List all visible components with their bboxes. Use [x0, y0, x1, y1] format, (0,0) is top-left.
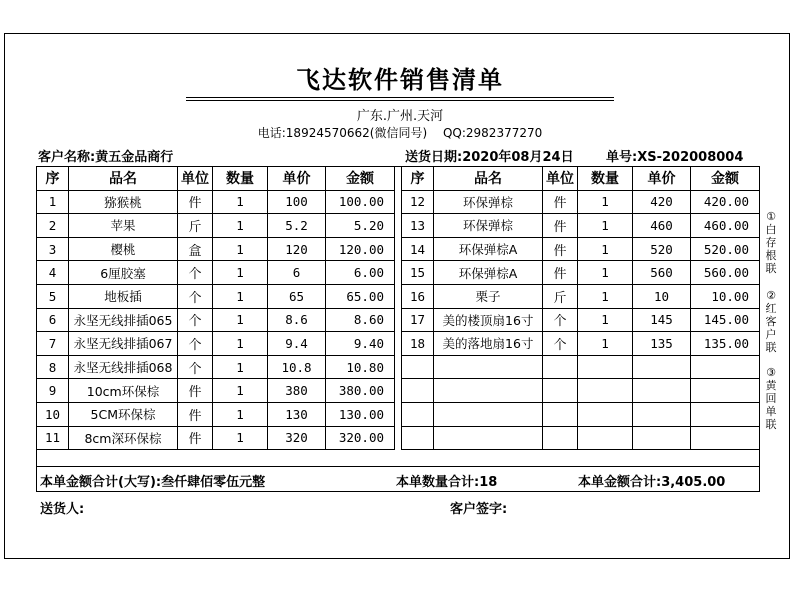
cell-price	[633, 355, 691, 379]
cell-amount: 5.20	[326, 214, 395, 238]
table-row	[402, 402, 760, 426]
cell-amount: 130.00	[326, 402, 395, 426]
cell-no: 13	[402, 214, 434, 238]
cell-unit	[543, 426, 578, 450]
company-address: 广东.广州.天河	[356, 109, 444, 124]
cell-unit: 件	[178, 379, 213, 403]
table-row	[37, 402, 395, 426]
cell-unit: 个	[178, 308, 213, 332]
amount-total-label: 本单金额合计:	[578, 475, 662, 490]
cell-no: 18	[402, 332, 434, 356]
cell-amount: 10.00	[691, 284, 760, 308]
table-row	[37, 308, 395, 332]
cell-name: 环保弹棕A	[434, 237, 543, 261]
customer-info	[38, 146, 173, 165]
cell-unit: 个	[178, 284, 213, 308]
table-row	[402, 214, 760, 238]
table-row	[37, 284, 395, 308]
cell-name	[434, 402, 543, 426]
cell-qty: 1	[213, 426, 268, 450]
cell-name: 永坚无线排插067	[69, 332, 178, 356]
phone-number: 电话:18924570662(微信同号)	[257, 126, 428, 140]
contact-line	[0, 124, 800, 141]
cell-no: 16	[402, 284, 434, 308]
col-header-price: 单价	[268, 167, 326, 191]
cell-amount	[691, 355, 760, 379]
col-header-qty: 数量	[578, 167, 633, 191]
cell-name: 环保弹棕	[434, 190, 543, 214]
cell-price: 380	[268, 379, 326, 403]
cell-amount: 9.40	[326, 332, 395, 356]
cell-qty	[578, 402, 633, 426]
cell-price: 460	[633, 214, 691, 238]
table-row	[37, 379, 395, 403]
quantity-total-value: 18	[479, 475, 498, 490]
cell-price	[633, 379, 691, 403]
delivery-date: 2020年08月24日	[462, 150, 574, 165]
table-row	[402, 284, 760, 308]
cell-qty: 1	[578, 261, 633, 285]
cell-price: 130	[268, 402, 326, 426]
cell-unit	[543, 379, 578, 403]
order-number: XS-202008004	[637, 150, 744, 165]
cell-name: 6厘胶塞	[69, 261, 178, 285]
cell-qty: 1	[213, 355, 268, 379]
cell-price: 10	[633, 284, 691, 308]
amount-total	[578, 471, 725, 490]
table-row	[402, 379, 760, 403]
capital-total-value: 叁仟肆佰零伍元整	[161, 475, 266, 490]
cell-amount: 135.00	[691, 332, 760, 356]
cell-no: 12	[402, 190, 434, 214]
cell-amount: 420.00	[691, 190, 760, 214]
customer-name: 黄五金品商行	[95, 150, 174, 165]
cell-no: 15	[402, 261, 434, 285]
cell-qty	[578, 355, 633, 379]
cell-amount: 65.00	[326, 284, 395, 308]
cell-no: 14	[402, 237, 434, 261]
cell-name	[434, 379, 543, 403]
title-underline-2	[186, 100, 614, 101]
cell-amount	[691, 426, 760, 450]
delivery-date-info	[405, 146, 574, 165]
cell-name	[434, 426, 543, 450]
cell-name	[434, 355, 543, 379]
cell-unit: 件	[543, 190, 578, 214]
cell-no	[402, 355, 434, 379]
cell-unit: 件	[543, 237, 578, 261]
cell-unit: 件	[178, 190, 213, 214]
cell-price: 145	[633, 308, 691, 332]
cell-name: 美的落地扇16寸	[434, 332, 543, 356]
cell-price: 10.8	[268, 355, 326, 379]
cell-no: 6	[37, 308, 69, 332]
cell-name: 8cm深环保棕	[69, 426, 178, 450]
col-header-unit: 单位	[543, 167, 578, 191]
cell-amount: 8.60	[326, 308, 395, 332]
cell-name: 栗子	[434, 284, 543, 308]
order-number-label: 单号:	[606, 150, 638, 165]
cell-unit: 斤	[543, 284, 578, 308]
cell-amount: 380.00	[326, 379, 395, 403]
delivery-date-label: 送货日期:	[405, 150, 463, 165]
cell-no: 3	[37, 237, 69, 261]
cell-price: 6	[268, 261, 326, 285]
table-row	[402, 355, 760, 379]
cell-qty: 1	[213, 332, 268, 356]
cell-qty	[578, 379, 633, 403]
table-row	[37, 426, 395, 450]
cell-unit: 个	[543, 332, 578, 356]
cell-qty: 1	[578, 214, 633, 238]
cell-price: 100	[268, 190, 326, 214]
cell-price: 120	[268, 237, 326, 261]
cell-amount: 460.00	[691, 214, 760, 238]
cell-name: 地板插	[69, 284, 178, 308]
cell-qty: 1	[578, 308, 633, 332]
cell-name: 永坚无线排插065	[69, 308, 178, 332]
cell-price	[633, 426, 691, 450]
col-header-no: 序	[402, 167, 434, 191]
cell-unit: 件	[178, 402, 213, 426]
quantity-total-label: 本单数量合计:	[396, 475, 480, 490]
cell-no	[402, 426, 434, 450]
cell-name: 环保弹棕	[434, 214, 543, 238]
cell-price: 135	[633, 332, 691, 356]
cell-price: 5.2	[268, 214, 326, 238]
cell-no: 4	[37, 261, 69, 285]
table-header-row	[402, 167, 760, 191]
cell-unit: 件	[543, 261, 578, 285]
cell-qty: 1	[213, 284, 268, 308]
cell-name: 永坚无线排插068	[69, 355, 178, 379]
cell-amount: 520.00	[691, 237, 760, 261]
cell-qty	[578, 426, 633, 450]
side-note-yellow: ③黄回单联	[765, 366, 777, 431]
capital-total	[40, 471, 265, 490]
cell-no: 9	[37, 379, 69, 403]
cell-amount: 10.80	[326, 355, 395, 379]
cell-name: 苹果	[69, 214, 178, 238]
cell-price	[633, 402, 691, 426]
order-number-info	[606, 146, 743, 165]
table-row	[402, 308, 760, 332]
items-table-left	[36, 166, 395, 450]
cell-no: 10	[37, 402, 69, 426]
cell-name: 樱桃	[69, 237, 178, 261]
title-underline	[186, 97, 614, 98]
cell-amount: 6.00	[326, 261, 395, 285]
cell-no: 1	[37, 190, 69, 214]
col-header-amount: 金额	[326, 167, 395, 191]
cell-amount: 100.00	[326, 190, 395, 214]
cell-no: 8	[37, 355, 69, 379]
table-row	[402, 261, 760, 285]
table-row	[402, 332, 760, 356]
cell-no: 17	[402, 308, 434, 332]
cell-price: 520	[633, 237, 691, 261]
table-header-row	[37, 167, 395, 191]
cell-qty: 1	[578, 284, 633, 308]
cell-unit	[543, 355, 578, 379]
cell-price: 9.4	[268, 332, 326, 356]
capital-total-label: 本单金额合计(大写):	[40, 475, 162, 490]
cell-price: 320	[268, 426, 326, 450]
cell-price: 8.6	[268, 308, 326, 332]
document-title: 飞达软件销售清单	[296, 66, 504, 94]
col-header-name: 品名	[434, 167, 543, 191]
items-table-right	[401, 166, 760, 450]
table-row	[37, 332, 395, 356]
cell-qty: 1	[213, 237, 268, 261]
side-note-white: ①白存根联	[765, 210, 777, 275]
table-row	[37, 261, 395, 285]
cell-qty: 1	[578, 332, 633, 356]
cell-unit: 个	[178, 332, 213, 356]
cell-qty: 1	[213, 402, 268, 426]
cell-unit	[543, 402, 578, 426]
col-header-price: 单价	[633, 167, 691, 191]
cell-no: 2	[37, 214, 69, 238]
cell-qty: 1	[578, 237, 633, 261]
cell-price: 65	[268, 284, 326, 308]
qq-number: QQ:2982377270	[442, 126, 543, 140]
cell-qty: 1	[213, 308, 268, 332]
col-header-unit: 单位	[178, 167, 213, 191]
cell-no: 7	[37, 332, 69, 356]
cell-name: 10cm环保棕	[69, 379, 178, 403]
table-row	[37, 214, 395, 238]
deliverer-signature: 送货人:	[40, 502, 85, 517]
amount-total-value: 3,405.00	[661, 475, 726, 490]
table-row	[402, 237, 760, 261]
cell-amount: 320.00	[326, 426, 395, 450]
cell-unit: 件	[543, 214, 578, 238]
col-header-name: 品名	[69, 167, 178, 191]
cell-amount: 120.00	[326, 237, 395, 261]
side-note-red: ②红客户联	[765, 289, 777, 354]
cell-unit: 个	[543, 308, 578, 332]
summary-divider	[36, 466, 760, 467]
quantity-total	[396, 471, 497, 490]
cell-price: 420	[633, 190, 691, 214]
cell-qty: 1	[213, 379, 268, 403]
table-row	[37, 355, 395, 379]
cell-unit: 盒	[178, 237, 213, 261]
cell-unit: 个	[178, 355, 213, 379]
cell-qty: 1	[213, 214, 268, 238]
cell-name: 5CM环保棕	[69, 402, 178, 426]
cell-amount	[691, 402, 760, 426]
cell-unit: 个	[178, 261, 213, 285]
cell-amount	[691, 379, 760, 403]
table-row	[402, 190, 760, 214]
cell-unit: 件	[178, 426, 213, 450]
cell-no	[402, 402, 434, 426]
cell-amount: 145.00	[691, 308, 760, 332]
cell-qty: 1	[213, 190, 268, 214]
cell-qty: 1	[213, 261, 268, 285]
col-header-qty: 数量	[213, 167, 268, 191]
table-row	[402, 426, 760, 450]
customer-label: 客户名称:	[38, 150, 96, 165]
cell-name: 环保弹棕A	[434, 261, 543, 285]
cell-unit: 斤	[178, 214, 213, 238]
cell-no	[402, 379, 434, 403]
col-header-amount: 金额	[691, 167, 760, 191]
cell-name: 猕猴桃	[69, 190, 178, 214]
cell-no: 5	[37, 284, 69, 308]
cell-amount: 560.00	[691, 261, 760, 285]
table-row	[37, 190, 395, 214]
customer-signature: 客户签字:	[450, 502, 508, 517]
table-row	[37, 237, 395, 261]
cell-price: 560	[633, 261, 691, 285]
cell-qty: 1	[578, 190, 633, 214]
col-header-no: 序	[37, 167, 69, 191]
cell-name: 美的楼顶扇16寸	[434, 308, 543, 332]
cell-no: 11	[37, 426, 69, 450]
